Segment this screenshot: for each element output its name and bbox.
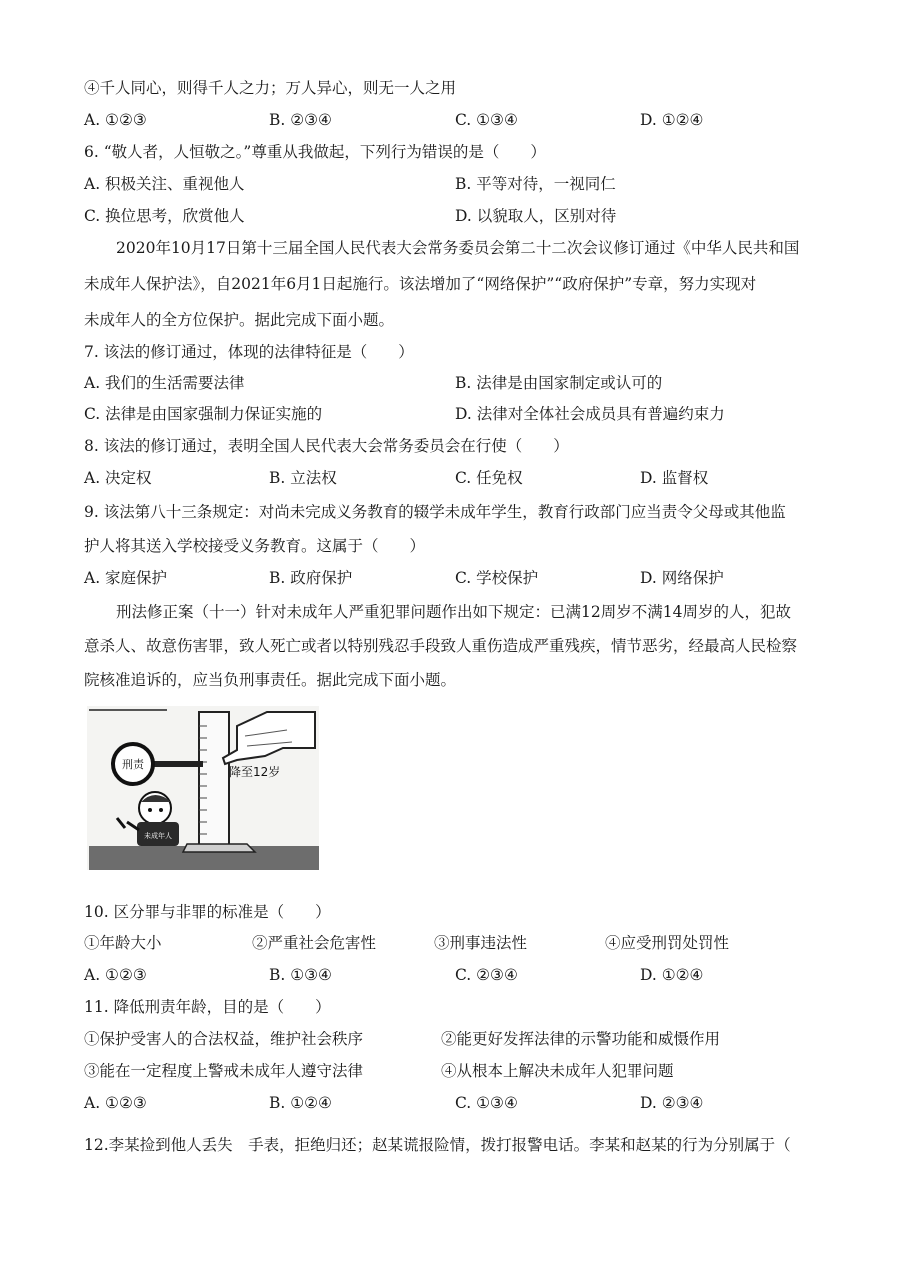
q9-option-b: B. 政府保护: [269, 569, 353, 587]
q7-option-c: C. 法律是由国家强制力保证实施的: [84, 405, 323, 423]
measuring-bar: [149, 761, 203, 767]
q11-item-1: ①保护受害人的合法权益，维护社会秩序: [84, 1030, 364, 1048]
q11-option-b: B. ①②④: [269, 1094, 332, 1112]
q10-option-b: B. ①③④: [269, 966, 332, 984]
passage1-line-1: 2020年10月17日第十三届全国人民代表大会常务委员会第二十二次会议修订通过《中华人民共和国: [116, 239, 800, 257]
q6-option-a: A. 积极关注、重视他人: [84, 175, 245, 193]
shirt-text: 未成年人: [144, 832, 172, 840]
q10-option-c: C. ②③④: [455, 966, 518, 984]
q5-option-b: B. ②③④: [269, 111, 332, 129]
passage2-line-1: 刑法修正案（十一）针对未成年人严重犯罪问题作出如下规定：已满12周岁不满14周岁的人，犯故: [116, 603, 791, 621]
age-label: 降至12岁: [229, 765, 281, 779]
q11-option-a: A. ①②③: [84, 1094, 147, 1112]
q12-stem: 12.李某捡到他人丢失 手表，拒绝归还；赵某谎报险情，拨打报警电话。李某和赵某的行为分别属于（: [84, 1136, 791, 1154]
q10-item-2: ②严重社会危害性: [252, 934, 377, 952]
badge-text: 刑责: [122, 758, 144, 771]
q10-option-d: D. ①②④: [640, 966, 704, 984]
q9-option-d: D. 网络保护: [640, 569, 724, 587]
q11-option-c: C. ①③④: [455, 1094, 518, 1112]
q8-stem: 8. 该法的修订通过，表明全国人民代表大会常务委员会在行使（ ）: [84, 437, 569, 455]
q10-option-a: A. ①②③: [84, 966, 147, 984]
ruler-base: [183, 844, 255, 852]
q8-option-a: A. 决定权: [84, 469, 152, 487]
q11-item-4: ④从根本上解决未成年人犯罪问题: [441, 1062, 674, 1080]
q9-option-a: A. 家庭保护: [84, 569, 168, 587]
q11-stem: 11. 降低刑责年龄，目的是（ ）: [84, 998, 331, 1016]
cartoon-illustration: [87, 706, 319, 870]
q10-stem: 10. 区分罪与非罪的标准是（ ）: [84, 903, 331, 921]
passage2-line-2: 意杀人、故意伤害罪，致人死亡或者以特别残忍手段致人重伤造成严重残疾，情节恶劣，经最高人民检察: [84, 637, 798, 655]
q10-item-1: ①年龄大小: [84, 934, 162, 952]
q9-stem-line-1: 9. 该法第八十三条规定：对尚未完成义务教育的辍学未成年学生，教育行政部门应当责令父母或其他监: [84, 503, 786, 521]
q6-option-b: B. 平等对待，一视同仁: [455, 175, 616, 193]
q11-option-d: D. ②③④: [640, 1094, 704, 1112]
q6-option-c: C. 换位思考，欣赏他人: [84, 207, 245, 225]
q9-stem-line-2: 护人将其送入学校接受义务教育。这属于（ ）: [84, 537, 426, 555]
q7-option-a: A. 我们的生活需要法律: [84, 374, 245, 392]
q8-option-d: D. 监督权: [640, 469, 709, 487]
q6-option-d: D. 以貌取人，区别对待: [455, 207, 617, 225]
q11-item-3: ③能在一定程度上警戒未成年人遵守法律: [84, 1062, 364, 1080]
q5-item-4: ④千人同心，则得千人之力；万人异心，则无一人之用: [84, 79, 457, 97]
q11-item-2: ②能更好发挥法律的示警功能和威慑作用: [441, 1030, 721, 1048]
q6-stem: 6. “敬人者，人恒敬之。”尊重从我做起，下列行为错误的是（ ）: [84, 143, 546, 161]
q10-item-3: ③刑事违法性: [434, 934, 528, 952]
q7-option-b: B. 法律是由国家制定或认可的: [455, 374, 663, 392]
passage1-line-3: 未成年人的全方位保护。据此完成下面小题。: [84, 311, 395, 329]
q5-option-c: C. ①③④: [455, 111, 518, 129]
q5-option-a: A. ①②③: [84, 111, 147, 129]
q8-option-c: C. 任免权: [455, 469, 523, 487]
q9-option-c: C. 学校保护: [455, 569, 539, 587]
q8-option-b: B. 立法权: [269, 469, 337, 487]
height-ruler: [199, 712, 229, 850]
q10-item-4: ④应受刑罚处罚性: [605, 934, 730, 952]
passage2-line-3: 院核准追诉的，应当负刑事责任。据此完成下面小题。: [84, 671, 457, 689]
q5-option-d: D. ①②④: [640, 111, 704, 129]
q7-option-d: D. 法律对全体社会成员具有普遍约束力: [455, 405, 725, 423]
q7-stem: 7. 该法的修订通过，体现的法律特征是（ ）: [84, 343, 414, 361]
passage1-line-2: 未成年人保护法》，自2021年6月1日起施行。该法增加了“网络保护”“政府保护”专章，努力实现对: [84, 275, 757, 293]
